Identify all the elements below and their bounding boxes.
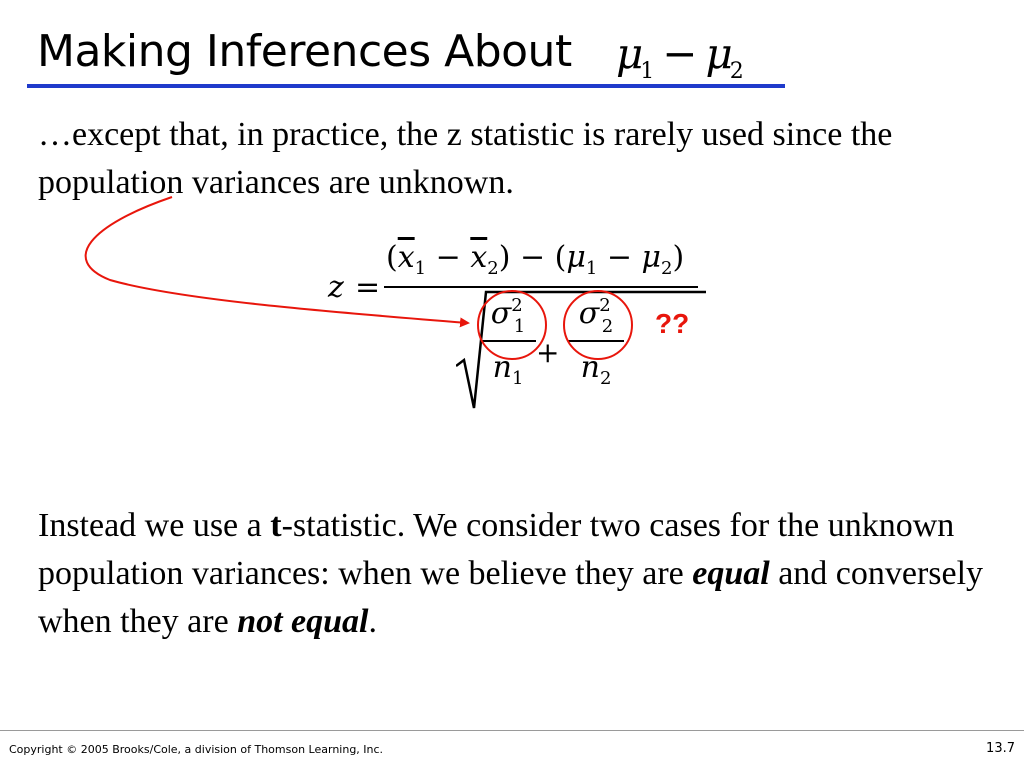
annotation-arrow: [86, 197, 471, 323]
emphasis-equal: equal: [692, 555, 770, 592]
x-bar: $\overline{x}$: [470, 240, 488, 275]
open-paren: (: [386, 240, 398, 275]
sigma-symbol: σ: [490, 296, 512, 331]
text-segment: and conversely when they are: [38, 555, 984, 640]
plus-sign: +: [536, 336, 560, 369]
mu-symbol: μ: [641, 240, 661, 275]
n-symbol: n: [492, 350, 512, 385]
close-paren: ): [672, 240, 685, 275]
emphasis-not-equal: not equal: [237, 603, 369, 640]
sigma-symbol: σ: [578, 296, 600, 331]
subscript-2: 2: [601, 316, 614, 337]
superscript-2: 2: [511, 295, 523, 316]
close-paren: ): [498, 240, 511, 275]
mu-symbol: μ: [566, 240, 586, 275]
subscript-1: 1: [585, 258, 598, 279]
mu-symbol: μ: [705, 29, 733, 78]
minus-sign: −: [597, 240, 642, 275]
bold-t: t: [270, 507, 282, 544]
slide-title: Making Inferences About: [37, 26, 572, 77]
text-segment: -statistic. We consider two cases for the unknown population variances: when we believe they are: [38, 507, 955, 592]
slide-number: 13.7: [986, 741, 1015, 756]
subscript-1: 1: [414, 258, 427, 279]
subscript-1: 1: [513, 316, 526, 337]
subscript-2: 2: [599, 368, 612, 389]
x-bar: $\overline{x}$: [397, 240, 415, 275]
mu-symbol: μ: [616, 29, 644, 78]
question-marks: ??: [655, 308, 690, 339]
text-segment: Instead we use a: [38, 507, 271, 544]
formula-lhs: z: [328, 270, 344, 305]
formula-equals: =: [355, 270, 381, 305]
minus-open-paren: − (: [510, 240, 567, 275]
subscript-2: 2: [661, 258, 673, 279]
subscript-1: 1: [511, 368, 524, 389]
subscript-2: 2: [729, 59, 744, 84]
paragraph-z-statistic: …except that, in practice, the z statistic is rarely used since the population variances are unknown.: [38, 116, 893, 201]
copyright-notice: Copyright © 2005 Brooks/Cole, a division of Thomson Learning, Inc.: [9, 743, 384, 756]
n-symbol: n: [580, 350, 600, 385]
subscript-1: 1: [640, 59, 655, 84]
minus-sign: −: [662, 29, 698, 78]
variance-2-circle: [564, 291, 632, 359]
subscript-2: 2: [487, 258, 499, 279]
footer-divider: [0, 730, 1024, 731]
superscript-2: 2: [599, 295, 611, 316]
paragraph-t-statistic: [38, 502, 998, 646]
minus-sign: −: [426, 240, 471, 275]
text-segment: .: [368, 603, 377, 640]
variance-1-circle: [478, 291, 546, 359]
